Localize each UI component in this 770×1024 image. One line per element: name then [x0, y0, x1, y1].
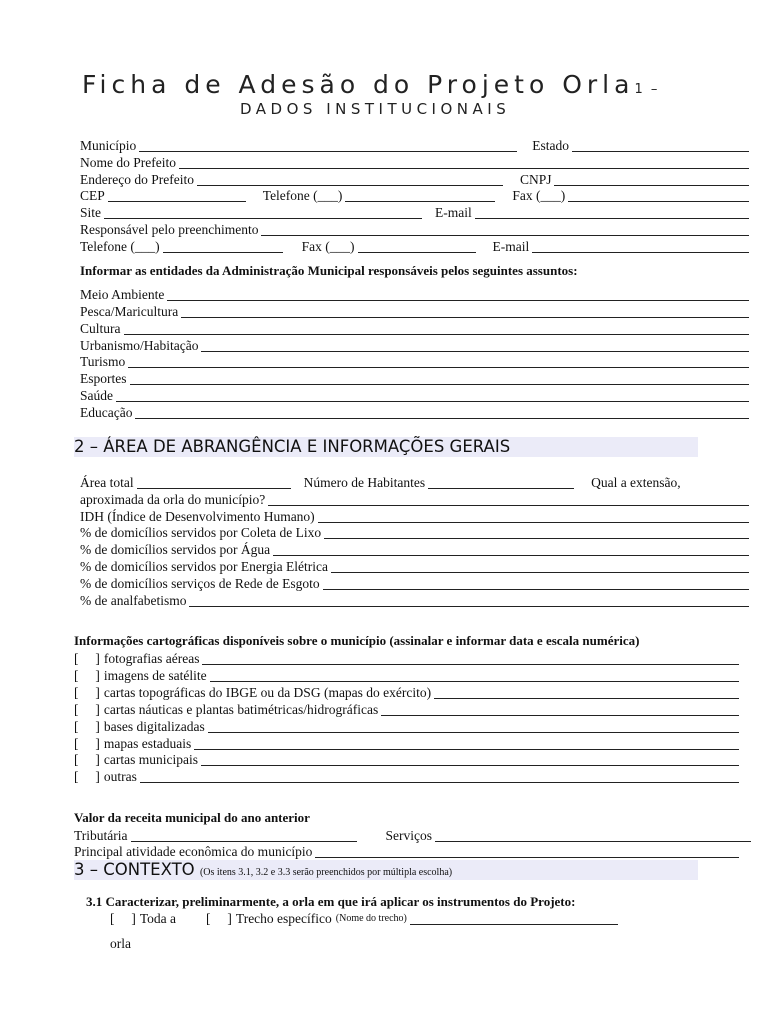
question-3-1-options: [ ] Toda a [ ] Trecho específico (Nome do trecho) [110, 911, 690, 927]
page-title: Ficha de Adesão do Projeto Orla1 – [82, 70, 660, 99]
endereco-row: Endereço do Prefeito CNPJ [80, 172, 752, 188]
esportes-field[interactable] [130, 372, 750, 385]
agua-row: % de domicílios servidos por Água [80, 542, 752, 558]
idh-field[interactable] [318, 510, 749, 523]
tributaria-field[interactable] [131, 829, 357, 842]
page-title-section-number: 1 – [634, 82, 660, 97]
carto-checkbox[interactable]: [ ] [74, 685, 100, 700]
municipio-row: Município Estado [80, 138, 752, 154]
responsavel-field[interactable] [261, 223, 749, 236]
esgoto-field[interactable] [323, 577, 749, 590]
carto-item: [ ] fotografias aéreas [74, 651, 742, 667]
entidade-row: Pesca/Maricultura [80, 304, 752, 320]
carto-checkbox[interactable]: [ ] [74, 719, 100, 734]
esgoto-row: % de domicílios serviços de Rede de Esgoto [80, 576, 752, 592]
entidades-heading: Informar as entidades da Administração Municipal responsáveis pelos seguintes assuntos: [80, 263, 578, 278]
entidade-row: Turismo [80, 354, 752, 370]
carto-item: [ ] mapas estaduais [74, 736, 742, 752]
analfabetismo-row: % de analfabetismo [80, 593, 752, 609]
carto-checkbox[interactable]: [ ] [74, 752, 100, 767]
carto-item: [ ] bases digitalizadas [74, 719, 742, 735]
carto-checkbox[interactable]: [ ] [74, 769, 100, 784]
carto-field[interactable] [140, 770, 739, 783]
section-3-title: 3 – CONTEXTO (Os itens 3.1, 3.2 e 3.3 serão preenchidos por múltipla escolha) [74, 860, 698, 880]
carto-item: [ ] outras [74, 769, 742, 785]
lixo-field[interactable] [324, 526, 749, 539]
atividade-row: Principal atividade econômica do município [74, 844, 742, 860]
educacao-field[interactable] [135, 406, 749, 419]
carto-item: [ ] imagens de satélite [74, 668, 742, 684]
site-field[interactable] [104, 206, 422, 219]
carto-item: [ ] cartas topográficas do IBGE ou da DSG (mapas do exército) [74, 685, 742, 701]
extensao-orla-field[interactable] [268, 493, 749, 506]
saude-field[interactable] [116, 389, 749, 402]
carto-checkbox[interactable]: [ ] [74, 736, 100, 751]
entidade-row: Saúde [80, 388, 752, 404]
carto-item: [ ] cartas náuticas e plantas batimétricas/hidrográficas [74, 702, 742, 718]
question-3-1: 3.1 Caracterizar, preliminarmente, a orla em que irá aplicar os instrumentos do Projeto: [86, 894, 576, 909]
fax-responsavel-field[interactable] [358, 240, 476, 253]
receita-heading: Valor da receita municipal do ano anterior [74, 810, 310, 825]
endereco-field[interactable] [197, 173, 503, 186]
prefeito-row: Nome do Prefeito [80, 155, 752, 171]
entidade-row: Urbanismo/Habitação [80, 338, 752, 354]
area-row: Área total Número de Habitantes Qual a extensão, [80, 475, 681, 490]
contato-responsavel-row: Telefone (___) Fax (___) E-mail [80, 239, 752, 255]
cartograficas-heading: Informações cartográficas disponíveis sobre o município (assinalar e informar data e escala numérica) [74, 633, 640, 648]
municipio-field[interactable] [139, 139, 517, 152]
area-total-field[interactable] [137, 476, 291, 489]
idh-row: IDH (Índice de Desenvolvimento Humano) [80, 509, 752, 525]
responsavel-row: Responsável pelo preenchimento [80, 222, 752, 238]
trecho-checkbox[interactable]: [ ] [206, 911, 232, 926]
carto-field[interactable] [210, 669, 739, 682]
carto-field[interactable] [201, 753, 739, 766]
lixo-row: % de domicílios servidos por Coleta de Lixo [80, 525, 752, 541]
estado-field[interactable] [572, 139, 749, 152]
pesca-field[interactable] [181, 305, 749, 318]
energia-field[interactable] [331, 560, 749, 573]
carto-field[interactable] [434, 686, 739, 699]
orla-word: orla [110, 936, 131, 951]
email-responsavel-field[interactable] [532, 240, 749, 253]
page-subtitle: DADOS INSTITUCIONAIS [240, 100, 511, 118]
cep-field[interactable] [108, 189, 246, 202]
servicos-field[interactable] [435, 829, 751, 842]
carto-checkbox[interactable]: [ ] [74, 651, 100, 666]
carto-field[interactable] [202, 652, 739, 665]
fax-field[interactable] [568, 189, 749, 202]
meio-ambiente-field[interactable] [167, 288, 749, 301]
telefone-field[interactable] [345, 189, 495, 202]
carto-item: [ ] cartas municipais [74, 752, 742, 768]
carto-field[interactable] [208, 720, 739, 733]
cultura-field[interactable] [124, 322, 750, 335]
toda-orla-checkbox[interactable]: [ ] [110, 911, 136, 926]
receita-row: Tributária Serviços [74, 828, 754, 844]
entidade-row: Meio Ambiente [80, 287, 752, 303]
email-field[interactable] [475, 206, 749, 219]
energia-row: % de domicílios servidos por Energia Elétrica [80, 559, 752, 575]
carto-checkbox[interactable]: [ ] [74, 702, 100, 717]
section-3-note: (Os itens 3.1, 3.2 e 3.3 serão preenchidos por múltipla escolha) [199, 867, 453, 878]
site-row: Site E-mail [80, 205, 752, 221]
analfabetismo-field[interactable] [189, 594, 749, 607]
telefone-responsavel-field[interactable] [163, 240, 283, 253]
atividade-field[interactable] [315, 845, 739, 858]
turismo-field[interactable] [128, 355, 749, 368]
section-2-title: 2 – ÁREA DE ABRANGÊNCIA E INFORMAÇÕES GERAIS [74, 437, 698, 457]
orla-row: aproximada da orla do município? [80, 492, 752, 508]
prefeito-field[interactable] [179, 156, 749, 169]
habitantes-field[interactable] [428, 476, 574, 489]
entidade-row: Esportes [80, 371, 752, 387]
carto-checkbox[interactable]: [ ] [74, 668, 100, 683]
cnpj-field[interactable] [554, 173, 749, 186]
entidade-row: Cultura [80, 321, 752, 337]
agua-field[interactable] [273, 543, 749, 556]
cep-row: CEP Telefone (___) Fax (___) [80, 188, 752, 204]
trecho-field[interactable] [410, 912, 618, 925]
carto-field[interactable] [194, 737, 739, 750]
entidade-row: Educação [80, 405, 752, 421]
carto-field[interactable] [381, 703, 739, 716]
urbanismo-field[interactable] [201, 339, 749, 352]
